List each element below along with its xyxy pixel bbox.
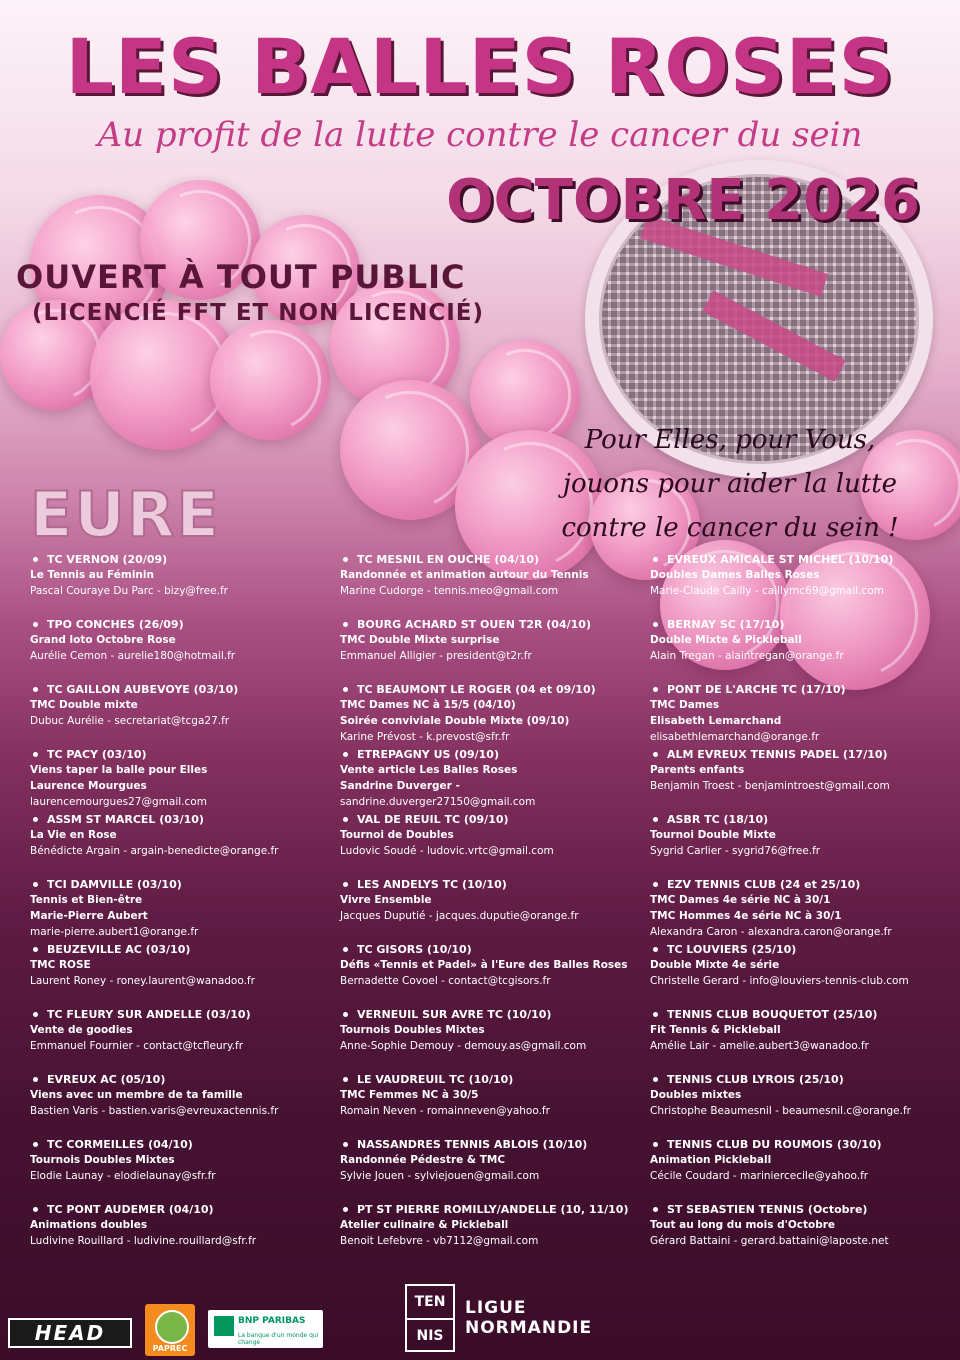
league-line: LIGUE (465, 1298, 527, 1318)
fft-tennis-logo (405, 1284, 455, 1352)
event-contact: elisabethlemarchand@orange.fr (650, 731, 820, 743)
bullet-icon (653, 1012, 658, 1017)
event-activity: Viens taper la balle pour Elles (30, 764, 208, 776)
event-activity: Viens avec un membre de ta famille (30, 1089, 243, 1101)
event-contact: Christelle Gerard - info@louviers-tennis-club.com (650, 975, 909, 987)
paprec-logo (145, 1304, 195, 1356)
event-activity: Tennis et Bien-être (30, 894, 143, 906)
event-entry (340, 552, 589, 599)
event-club-name: TC BEAUMONT LE ROGER (04 et 09/10) (357, 683, 596, 696)
event-club (650, 552, 893, 567)
event-entry (650, 1072, 911, 1119)
event-club-name: TPO CONCHES (26/09) (47, 618, 184, 631)
event-club-name: PT ST PIERRE ROMILLY/ANDELLE (10, 11/10) (357, 1203, 629, 1216)
event-entry (340, 942, 628, 989)
event-club-name: TENNIS CLUB LYROIS (25/10) (667, 1073, 844, 1086)
event-contact: Bastien Varis - bastien.varis@evreuxactennis.fr (30, 1105, 279, 1117)
event-entry (340, 812, 554, 859)
event-activity: Tournois Doubles Mixtes (30, 1154, 175, 1166)
bullet-icon (33, 1207, 38, 1212)
event-club (30, 942, 255, 957)
event-activity: Défis «Tennis et Padel» à l'Eure des Balles Roses (340, 959, 628, 971)
event-entry (30, 812, 279, 859)
event-activity: La Vie en Rose (30, 829, 117, 841)
bullet-icon (653, 947, 658, 952)
event-club-name: EVREUX AC (05/10) (47, 1073, 166, 1086)
event-activity: Doubles Dames Balles Roses (650, 569, 820, 581)
league-line: NORMANDIE (465, 1318, 593, 1338)
event-club-name: BERNAY SC (17/10) (667, 618, 785, 631)
event-contact: Laurent Roney - roney.laurent@wanadoo.fr (30, 975, 255, 987)
event-activity: Double Mixte 4e série (650, 959, 780, 971)
event-activity: Tout au long du mois d'Octobre (650, 1219, 836, 1231)
event-contact: Emmanuel Alligier - president@t2r.fr (340, 650, 532, 662)
event-contact: marie-pierre.aubert1@orange.fr (30, 926, 199, 938)
event-club (340, 617, 591, 632)
event-activity: Doubles mixtes (650, 1089, 742, 1101)
event-entry (30, 877, 198, 940)
event-activity: Grand loto Octobre Rose (30, 634, 176, 646)
event-activity: TMC Dames 4e série NC à 30/1 (650, 894, 831, 906)
bullet-icon (343, 882, 348, 887)
event-contact: Pascal Couraye Du Parc - bizy@free.fr (30, 585, 228, 597)
event-entry (340, 747, 535, 810)
event-entry (650, 942, 909, 989)
bullet-icon (653, 622, 658, 627)
event-entry (30, 1007, 251, 1054)
event-club-name: TC FLEURY SUR ANDELLE (03/10) (47, 1008, 251, 1021)
event-club-name: VERNEUIL SUR AVRE TC (10/10) (357, 1008, 552, 1021)
event-entry (650, 552, 893, 599)
tennis-logo-top: TEN (414, 1294, 446, 1310)
event-contact: Gérard Battaini - gerard.battaini@laposte.net (650, 1235, 889, 1247)
event-activity: Sandrine Duverger - (340, 780, 460, 792)
paprec-label: PAPREC (152, 1344, 188, 1353)
event-club-name: TC GAILLON AUBEVOYE (03/10) (47, 683, 239, 696)
bullet-icon (653, 687, 658, 692)
event-entry (650, 1202, 889, 1249)
tennis-logo-bottom: NIS (407, 1318, 453, 1352)
event-club (30, 1007, 251, 1022)
event-activity: TMC ROSE (30, 959, 91, 971)
event-club-name: ASSM ST MARCEL (03/10) (47, 813, 204, 826)
event-club-name: TENNIS CLUB DU ROUMOIS (30/10) (667, 1138, 882, 1151)
event-club-name: LE VAUDREUIL TC (10/10) (357, 1073, 514, 1086)
event-contact: Benoit Lefebvre - vb7112@gmail.com (340, 1235, 539, 1247)
event-club-name: ST SEBASTIEN TENNIS (Octobre) (667, 1203, 868, 1216)
event-contact: Benjamin Troest - benjamintroest@gmail.com (650, 780, 890, 792)
event-entry (340, 617, 591, 664)
event-club (650, 942, 909, 957)
event-contact: Cécile Coudard - mariniercecile@yahoo.fr (650, 1170, 869, 1182)
bullet-icon (33, 687, 38, 692)
bullet-icon (343, 687, 348, 692)
head-logo: HEAD (8, 1318, 132, 1348)
slogan (520, 418, 940, 550)
event-entry (30, 1137, 216, 1184)
globe-icon (155, 1310, 189, 1344)
event-club (340, 682, 596, 697)
bullet-icon (343, 817, 348, 822)
event-club (30, 812, 279, 827)
event-contact: Romain Neven - romainneven@yahoo.fr (340, 1105, 550, 1117)
event-club-name: NASSANDRES TENNIS ABLOIS (10/10) (357, 1138, 588, 1151)
event-activity: TMC Dames NC à 15/5 (04/10) (340, 699, 516, 711)
bullet-icon (343, 947, 348, 952)
event-club (340, 552, 589, 567)
event-entry (650, 1137, 882, 1184)
event-club (30, 747, 207, 762)
event-club-name: ASBR TC (18/10) (667, 813, 769, 826)
event-entry (650, 812, 820, 859)
event-entry (30, 1072, 278, 1119)
bnp-name: BNP PARIBAS (238, 1316, 306, 1326)
event-club (340, 1137, 587, 1152)
event-contact: Dubuc Aurélie - secretariat@tcga27.fr (30, 715, 230, 727)
event-club (340, 1007, 586, 1022)
audience-note: (LICENCIÉ FFT ET NON LICENCIÉ) (32, 300, 485, 326)
event-club (30, 1072, 278, 1087)
event-club (30, 552, 228, 567)
poster-subtitle: Au profit de la lutte contre le cancer du sein (97, 115, 863, 155)
event-activity: Parents enfants (650, 764, 745, 776)
event-activity: Elisabeth Lemarchand (650, 715, 782, 727)
event-contact: Sylvie Jouen - sylviejouen@gmail.com (340, 1170, 540, 1182)
event-entry (340, 877, 579, 924)
bullet-icon (33, 557, 38, 562)
event-contact: Alain Tregan - alaintregan@orange.fr (650, 650, 844, 662)
bullet-icon (653, 1142, 658, 1147)
event-club (340, 1202, 628, 1217)
event-club-name: BOURG ACHARD ST OUEN T2R (04/10) (357, 618, 591, 631)
bullet-icon (653, 1207, 658, 1212)
event-club (30, 1202, 256, 1217)
event-club-name: EVREUX AMICALE ST MICHEL (10/10) (667, 553, 894, 566)
event-club-name: TC PACY (03/10) (47, 748, 147, 761)
bnp-paribas-logo (208, 1310, 323, 1348)
event-entry (650, 617, 844, 664)
event-club-name: TC VERNON (20/09) (47, 553, 168, 566)
event-entry (30, 552, 228, 599)
event-club (650, 1137, 882, 1152)
event-club-name: BEUZEVILLE AC (03/10) (47, 943, 191, 956)
event-activity: Marie-Pierre Aubert (30, 910, 148, 922)
event-club (30, 682, 238, 697)
bullet-icon (343, 1142, 348, 1147)
event-club-name: TC GISORS (10/10) (357, 943, 472, 956)
event-activity: TMC Double Mixte surprise (340, 634, 500, 646)
event-club (650, 877, 892, 892)
event-activity: TMC Double mixte (30, 699, 138, 711)
bnp-tagline: La banque d'un monde qui change (238, 1332, 319, 1346)
event-entry (340, 1137, 587, 1184)
racket-logo-stroke (702, 290, 846, 382)
event-contact: Alexandra Caron - alexandra.caron@orange.fr (650, 926, 892, 938)
event-club (340, 812, 554, 827)
event-activity: Tournoi Double Mixte (650, 829, 776, 841)
event-activity: Double Mixte & Pickleball (650, 634, 802, 646)
event-club-name: PONT DE L'ARCHE TC (17/10) (667, 683, 846, 696)
event-activity: Soirée conviviale Double Mixte (09/10) (340, 715, 570, 727)
event-club (340, 942, 628, 957)
event-contact: Ludivine Rouillard - ludivine.rouillard@sfr.fr (30, 1235, 257, 1247)
event-activity: Vivre Ensemble (340, 894, 432, 906)
slogan-line: contre le cancer du sein ! (561, 513, 899, 543)
event-entry (340, 682, 596, 745)
event-entry (650, 1007, 877, 1054)
bullet-icon (33, 1077, 38, 1082)
event-month: OCTOBRE 2026 (446, 168, 920, 233)
event-activity: Randonnée et animation autour du Tennis (340, 569, 589, 581)
event-contact: Amélie Lair - amelie.aubert3@wanadoo.fr (650, 1040, 869, 1052)
event-activity: Fit Tennis & Pickleball (650, 1024, 781, 1036)
bullet-icon (343, 557, 348, 562)
event-club-name: ALM EVREUX TENNIS PADEL (17/10) (667, 748, 888, 761)
event-activity: Animation Pickleball (650, 1154, 772, 1166)
bullet-icon (33, 1142, 38, 1147)
event-contact: Elodie Launay - elodielaunay@sfr.fr (30, 1170, 216, 1182)
event-contact: Marine Cudorge - tennis.meo@gmail.com (340, 585, 559, 597)
bullet-icon (343, 622, 348, 627)
event-entry (650, 877, 892, 940)
event-entry (30, 682, 238, 729)
event-activity: Vente de goodies (30, 1024, 133, 1036)
event-club (30, 1137, 216, 1152)
event-entry (340, 1072, 550, 1119)
event-club (650, 747, 890, 762)
event-club (650, 617, 844, 632)
event-activity: Tournoi de Doubles (340, 829, 454, 841)
event-club-name: TENNIS CLUB BOUQUETOT (25/10) (667, 1008, 878, 1021)
event-activity: Laurence Mourgues (30, 780, 147, 792)
event-contact: Christophe Beaumesnil - beaumesnil.c@orange.fr (650, 1105, 911, 1117)
event-contact: Emmanuel Fournier - contact@tcfleury.fr (30, 1040, 244, 1052)
bullet-icon (33, 622, 38, 627)
event-club-name: TC PONT AUDEMER (04/10) (47, 1203, 214, 1216)
event-activity: TMC Dames (650, 699, 720, 711)
bullet-icon (33, 947, 38, 952)
event-club-name: TC CORMEILLES (04/10) (47, 1138, 193, 1151)
event-entry (30, 747, 207, 810)
bullet-icon (343, 1077, 348, 1082)
event-club-name: LES ANDELYS TC (10/10) (357, 878, 507, 891)
event-club (650, 1007, 877, 1022)
event-activity: Tournois Doubles Mixtes (340, 1024, 485, 1036)
event-club (340, 1072, 550, 1087)
region-heading: EURE (30, 478, 221, 551)
event-club (340, 877, 579, 892)
bullet-icon (653, 882, 658, 887)
event-club-name: TC MESNIL EN OUCHE (04/10) (357, 553, 540, 566)
bullet-icon (33, 752, 38, 757)
event-contact: Sygrid Carlier - sygrid76@free.fr (650, 845, 821, 857)
bullet-icon (33, 817, 38, 822)
bullet-icon (33, 1012, 38, 1017)
event-club (650, 1202, 889, 1217)
event-activity: Animations doubles (30, 1219, 148, 1231)
event-club (650, 1072, 911, 1087)
event-contact: Anne-Sophie Demouy - demouy.as@gmail.com (340, 1040, 587, 1052)
event-contact: Karine Prévost - k.prevost@sfr.fr (340, 731, 510, 743)
bullet-icon (343, 752, 348, 757)
event-contact: laurencemourgues27@gmail.com (30, 796, 207, 808)
slogan-line: Pour Elles, pour Vous, (584, 425, 876, 455)
event-entry (650, 747, 890, 794)
bullet-icon (343, 1207, 348, 1212)
event-contact: Bénédicte Argain - argain-benedicte@orange.fr (30, 845, 279, 857)
event-club (30, 877, 198, 892)
bullet-icon (653, 817, 658, 822)
event-club-name: TC LOUVIERS (25/10) (667, 943, 797, 956)
event-club (650, 812, 820, 827)
event-contact: sandrine.duverger27150@gmail.com (340, 796, 536, 808)
event-club-name: ETREPAGNY US (09/10) (357, 748, 499, 761)
event-activity: Vente article Les Balles Roses (340, 764, 518, 776)
event-entry (340, 1007, 586, 1054)
event-activity: TMC Femmes NC à 30/5 (340, 1089, 479, 1101)
event-contact: Ludovic Soudé - ludovic.vrtc@gmail.com (340, 845, 554, 857)
event-contact: Marie-Claude Cailly - caillymc69@gmail.com (650, 585, 884, 597)
event-club (30, 617, 235, 632)
poster-title: LES BALLES ROSES (65, 22, 895, 111)
event-activity: Le Tennis au Féminin (30, 569, 154, 581)
league-name (465, 1298, 592, 1338)
event-club (650, 682, 846, 697)
event-activity: Randonnée Pédestre & TMC (340, 1154, 506, 1166)
bnp-stars-icon (214, 1316, 234, 1336)
event-contact: Bernadette Covoel - contact@tcgisors.fr (340, 975, 551, 987)
event-entry (340, 1202, 628, 1249)
event-entry (30, 617, 235, 664)
event-club (340, 747, 535, 762)
bullet-icon (33, 882, 38, 887)
event-contact: Aurélie Cemon - aurelie180@hotmail.fr (30, 650, 236, 662)
slogan-line: jouons pour aider la lutte (562, 469, 898, 499)
event-club-name: EZV TENNIS CLUB (24 et 25/10) (667, 878, 861, 891)
event-activity: TMC Hommes 4e série NC à 30/1 (650, 910, 842, 922)
pink-ball (210, 320, 330, 440)
event-activity: Atelier culinaire & Pickleball (340, 1219, 509, 1231)
event-contact: Jacques Duputié - jacques.duputie@orange.fr (340, 910, 579, 922)
bullet-icon (653, 1077, 658, 1082)
bullet-icon (653, 557, 658, 562)
event-entry (30, 942, 255, 989)
event-entry (650, 682, 846, 745)
event-club-name: TCI DAMVILLE (03/10) (47, 878, 182, 891)
bullet-icon (343, 1012, 348, 1017)
event-club-name: VAL DE REUIL TC (09/10) (357, 813, 509, 826)
event-entry (30, 1202, 256, 1249)
bullet-icon (653, 752, 658, 757)
audience-heading: OUVERT À TOUT PUBLIC (16, 258, 466, 296)
